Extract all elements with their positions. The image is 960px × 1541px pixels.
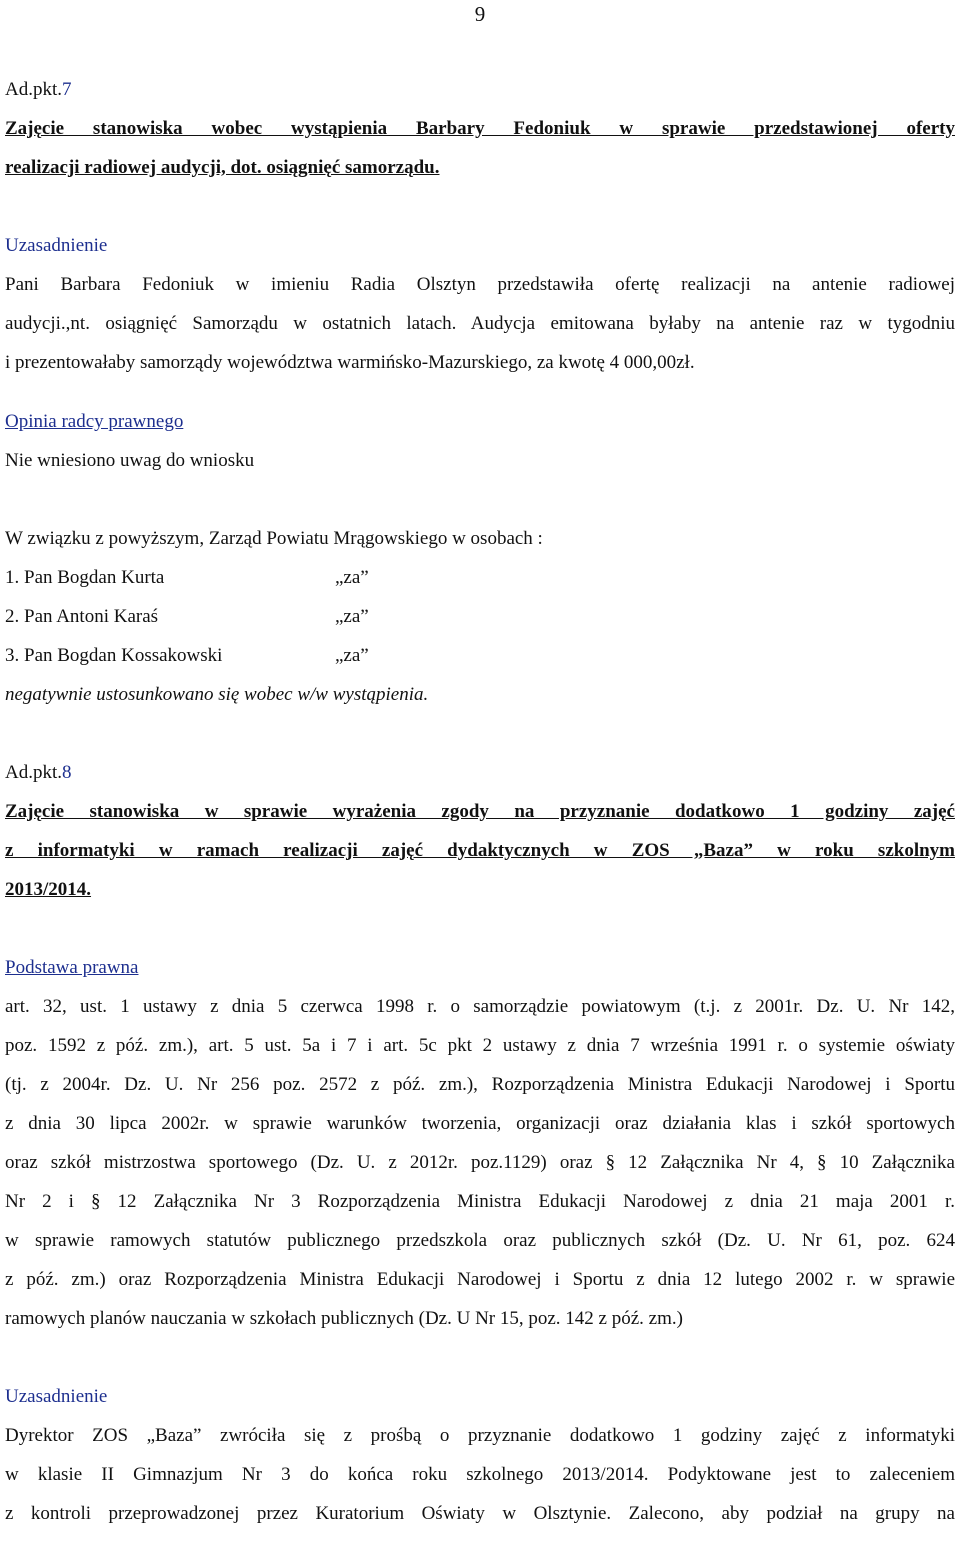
section-8-podstawa-line: oraz szkół mistrzostwa sportowego (Dz. U. z 2012r. poz.1129) oraz § 12 Załącznika Nr 4, § 10 Załącznika: [5, 1152, 955, 1173]
document-body: [5, 70, 955, 1533]
vote-value: „za”: [335, 567, 369, 588]
section-8-podstawa-line: (tj. z 2004r. Dz. U. Nr 256 poz. 2572 z póź. zm.), Rozporządzenia Ministra Edukacji Narodowej i Sportu: [5, 1074, 955, 1095]
section-8-podstawa-line: ramowych planów nauczania w szkołach publicznych (Dz. U Nr 15, poz. 142 z póź. zm.): [5, 1308, 683, 1329]
section-7-uzasadnienie-line-3: i prezentowałaby samorządy województwa warmińsko-Mazurskiego, za kwotę 4 000,00zł.: [5, 352, 695, 373]
section-7-title-line-2: realizacji radiowej audycji, dot. osiągnięć samorządu.: [5, 157, 440, 178]
section-7-uzasadnienie-line-1: Pani Barbara Fedoniuk w imieniu Radia Olsztyn przedstawiła ofertę realizacji na antenie radiowej: [5, 274, 955, 295]
vote-row: [5, 636, 955, 675]
section-8-uzasadnienie-line: z kontroli przeprowadzonej przez Kuratorium Oświaty w Olsztynie. Zalecono, aby podział na grupy na: [5, 1503, 955, 1524]
section-7-opinia-heading: Opinia radcy prawnego: [5, 411, 184, 432]
section-8-uzasadnienie-line: Dyrektor ZOS „Baza” zwróciła się z prośbą o przyznanie dodatkowo 1 godziny zajęć z informatyki: [5, 1425, 955, 1446]
section-8-podstawa-line: w sprawie ramowych statutów publicznego przedszkola oraz publicznych szkół (Dz. U. Nr 61, poz. 624: [5, 1230, 955, 1251]
vote-member-name: 1. Pan Bogdan Kurta: [5, 567, 165, 588]
section-7-conclusion: negatywnie ustosunkowano się wobec w/w wystąpienia.: [5, 684, 429, 705]
vote-member-name: 3. Pan Bogdan Kossakowski: [5, 645, 223, 666]
section-7-uzasadnienie-line-2: audycji.,nt. osiągnięć Samorządu w ostatnich latach. Audycja emitowana byłaby na antenie raz w tygodniu: [5, 313, 955, 334]
section-8-podstawa-line: poz. 1592 z póź. zm.), art. 5 ust. 5a i 7 i art. 5c pkt 2 ustawy z dnia 7 września 1991 r. o systemie oświaty: [5, 1035, 955, 1056]
vote-value: „za”: [335, 606, 369, 627]
section-8-podstawa-line: Nr 2 i § 12 Załącznika Nr 3 Rozporządzenia Ministra Edukacji Narodowej z dnia 21 maja 2001 r.: [5, 1191, 955, 1212]
section-7-title-line-1: Zajęcie stanowiska wobec wystąpienia Barbary Fedoniuk w sprawie przedstawionej oferty: [5, 118, 955, 139]
section-7-label: Ad.pkt.7: [5, 79, 72, 100]
section-8-title-line-3: 2013/2014.: [5, 879, 92, 900]
section-8-podstawa-line: art. 32, ust. 1 ustawy z dnia 5 czerwca 1998 r. o samorządzie powiatowym (t.j. z 2001r. Dz. U. Nr 142,: [5, 996, 955, 1017]
section-8-title-line-2: z informatyki w ramach realizacji zajęć dydaktycznych w ZOS „Baza” w roku szkolnym: [5, 840, 955, 861]
vote-row: [5, 558, 955, 597]
section-7-zarzad-text: W związku z powyższym, Zarząd Powiatu Mrągowskiego w osobach :: [5, 528, 543, 549]
section-8-podstawa-line: z dnia 30 lipca 2002r. w sprawie warunków tworzenia, organizacji oraz działania klas i szkół sportowych: [5, 1113, 955, 1134]
vote-member-name: 2. Pan Antoni Karaś: [5, 606, 159, 627]
section-8-podstawa-line: z póź. zm.) oraz Rozporządzenia Ministra Edukacji Narodowej i Sportu z dnia 12 lutego 2002 r. w sprawie: [5, 1269, 955, 1290]
section-8-uzasadnienie-line: w klasie II Gimnazjum Nr 3 do końca roku szkolnego 2013/2014. Podyktowane jest to zaleceniem: [5, 1464, 955, 1485]
vote-row: [5, 597, 955, 636]
section-8-uzasadnienie-heading: Uzasadnienie: [5, 1386, 108, 1407]
section-8-title-line-1: Zajęcie stanowiska w sprawie wyrażenia zgody na przyznanie dodatkowo 1 godziny zajęć: [5, 801, 955, 822]
vote-value: „za”: [335, 645, 369, 666]
section-8-podstawa-heading: Podstawa prawna: [5, 957, 139, 978]
section-7-opinia-text: Nie wniesiono uwag do wniosku: [5, 450, 255, 471]
page-number: 9: [474, 2, 486, 26]
section-8-label: Ad.pkt.8: [5, 762, 72, 783]
section-7-uzasadnienie-heading: Uzasadnienie: [5, 235, 108, 256]
